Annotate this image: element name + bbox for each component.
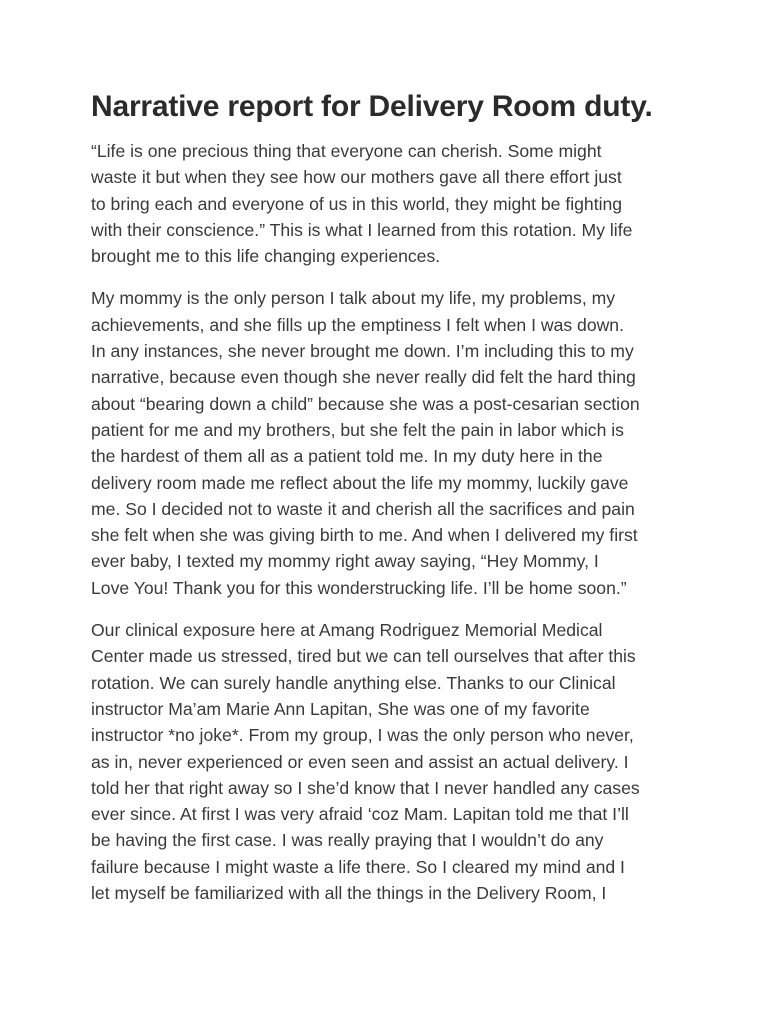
text-line: to bring each and everyone of us in this world, they might be fighting [91, 193, 623, 214]
text-line: delivery room made me reflect about the life my mommy, luckily gave [91, 472, 629, 493]
text-line: the hardest of them all as a patient told me. In my duty here in the [91, 446, 603, 467]
text-line: told her that right away so I she’d know that I never handled any cases [91, 777, 640, 798]
text-line: with their conscience.” This is what I learned from this rotation. My life [91, 219, 633, 240]
text-line: achievements, and she fills up the emptiness I felt when I was down. [91, 314, 624, 335]
text-line: brought me to this life changing experiences. [91, 246, 441, 267]
text-line: me. So I decided not to waste it and cherish all the sacrifices and pain [91, 498, 635, 519]
text-line: as in, never experienced or even seen and assist an actual delivery. I [91, 751, 629, 772]
text-line: instructor *no joke*. From my group, I was the only person who never, [91, 725, 634, 746]
text-line: about “bearing down a child” because she was a post-cesarian section [91, 393, 640, 414]
text-line: “Life is one precious thing that everyone can cherish. Some might [91, 141, 602, 161]
text-line: In any instances, she never brought me down. I’m including this to my [91, 341, 634, 362]
text-line: ever since. At first I was very afraid ‘coz Mam. Lapitan told me that I’ll [91, 804, 629, 825]
text-line: she felt when she was giving birth to me. And when I delivered my first [91, 525, 638, 546]
text-line: failure because I might waste a life there. So I cleared my mind and I [91, 856, 625, 877]
document-page [91, 88, 691, 922]
text-line: rotation. We can surely handle anything else. Thanks to our Clinical [91, 672, 616, 693]
text-line: instructor Ma’am Marie Ann Lapitan, She was one of my favorite [91, 698, 590, 719]
text-line: let myself be familiarized with all the things in the Delivery Room, I [91, 883, 607, 904]
text-line: Our clinical exposure here at Amang Rodriguez Memorial Medical [91, 620, 603, 641]
document-title: Narrative report for Delivery Room duty. [91, 90, 653, 123]
text-line: ever baby, I texted my mommy right away saying, “Hey Mommy, I [91, 551, 599, 572]
text-line: narrative, because even though she never really did felt the hard thing [91, 367, 636, 388]
paragraph-3 [91, 617, 691, 906]
paragraph-2 [91, 285, 691, 601]
text-line: patient for me and my brothers, but she felt the pain in labor which is [91, 419, 624, 440]
paragraph-1 [91, 138, 691, 269]
text-line: My mommy is the only person I talk about my life, my problems, my [91, 288, 616, 309]
text-line: be having the first case. I was really praying that I wouldn’t do any [91, 830, 604, 851]
text-line: Center made us stressed, tired but we can tell ourselves that after this [91, 646, 636, 667]
text-line: Love You! Thank you for this wonderstrucking life. I’ll be home soon.” [91, 577, 627, 598]
text-line: waste it but when they see how our mothers gave all there effort just [91, 167, 622, 188]
